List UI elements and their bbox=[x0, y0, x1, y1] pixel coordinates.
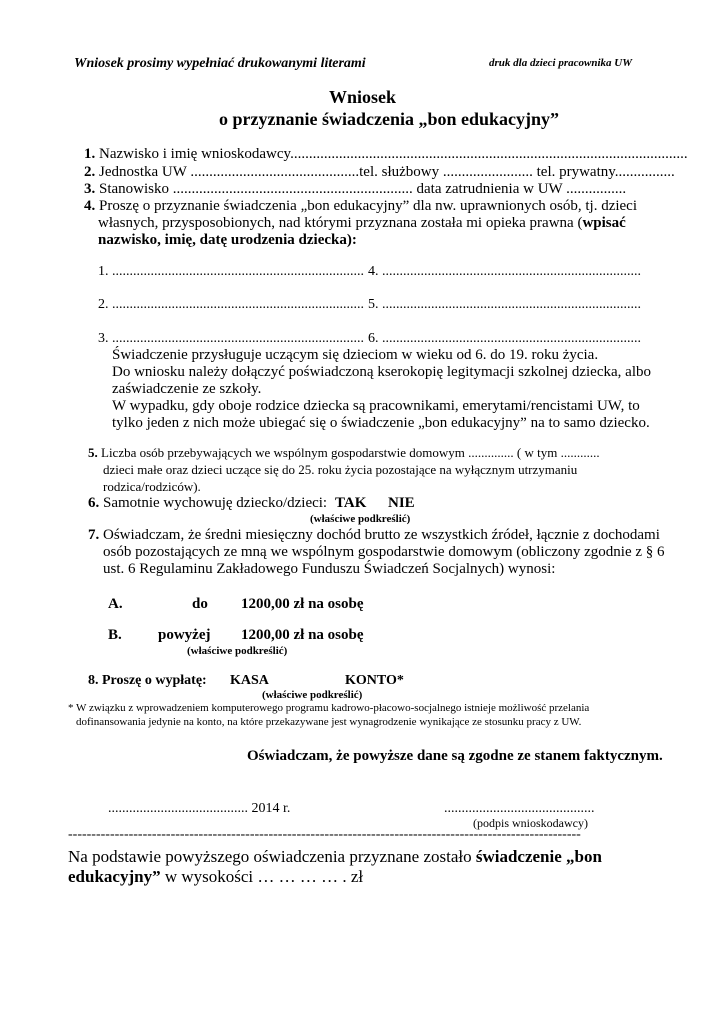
footnote-line-2: dofinansowania jedynie na konto, na które przekazywane jest wynagrodzenie wynikające ze stosunku pracy z UW. bbox=[76, 716, 582, 728]
page-title: Wniosek bbox=[328, 87, 397, 107]
child-6-field[interactable]: 6. .......................................................................... bbox=[368, 331, 641, 346]
item-number: 5. bbox=[88, 445, 98, 460]
item-5-line-3: rodzica/rodziców). bbox=[103, 479, 201, 494]
income-option-b-amount[interactable]: 1200,00 zł na osobę bbox=[241, 627, 364, 643]
declaration: Oświadczam, że powyższe dane są zgodne ze stanem faktycznym. bbox=[247, 748, 663, 764]
item-3 bbox=[84, 180, 626, 198]
child-5-field[interactable]: 5. .......................................................................... bbox=[368, 297, 641, 312]
income-option-b[interactable]: powyżej bbox=[158, 627, 211, 643]
form-type-label: druk dla dzieci pracownika UW bbox=[489, 57, 633, 69]
date-field[interactable]: ........................................ 2014 r. bbox=[108, 801, 291, 816]
signature-field[interactable]: ........................................... bbox=[444, 801, 595, 816]
applicant-name-field[interactable]: Nazwisko i imię wnioskodawcy.......................................................................................................... bbox=[99, 146, 688, 162]
income-option-a[interactable]: do bbox=[192, 596, 208, 612]
income-option-a-letter: A. bbox=[108, 596, 123, 612]
underline-hint: (właściwe podkreślić) bbox=[187, 645, 288, 657]
item-5-line-1 bbox=[88, 445, 600, 461]
note-age: Świadczenie przysługuje uczącym się dzieciom w wieku od 6. do 19. roku życia. bbox=[112, 347, 599, 363]
note-parents: W wypadku, gdy oboje rodzice dziecka są pracownikami, emerytami/rencistami UW, to bbox=[112, 398, 640, 414]
single-parent-no-option[interactable]: NIE bbox=[388, 495, 415, 511]
item-number: 2. bbox=[84, 164, 96, 180]
decision-line-1: Na podstawie powyższego oświadczenia przyznane zostało świadczenie „bon bbox=[68, 847, 602, 866]
item-7-line-2: osób pozostających ze mną we wspólnym gospodarstwie domowym (obliczony zgodnie z § 6 bbox=[103, 544, 665, 560]
income-option-a-amount[interactable]: 1200,00 zł na osobę bbox=[241, 596, 364, 612]
footnote-line-1: * W związku z wprowadzeniem komputerowego programu kadrowo-płacowo-socjalnego istnieje możliwość przelania bbox=[68, 702, 590, 714]
unit-phone-field[interactable]: Jednostka UW .............................................tel. służbowy ........................ tel. prywatny................ bbox=[99, 164, 675, 180]
child-1-field[interactable]: 1. ........................................................................ bbox=[98, 264, 364, 279]
item-number: 1. bbox=[84, 146, 96, 162]
item-5-line-2: dzieci małe oraz dzieci uczące się do 25. roku życia pozostające na wyłącznym utrzymaniu bbox=[103, 462, 578, 477]
note-attachment-cont: zaświadczenie ze szkoły. bbox=[112, 381, 262, 397]
decision-line-2: edukacyjny” w wysokości … … … … . zł bbox=[68, 867, 364, 886]
note-attachment: Do wniosku należy dołączyć poświadczoną kserokopię legitymacji szkolnej dziecka, albo bbox=[112, 364, 651, 380]
separator-line: -------------------------------------------------------------------------------------------------------------- bbox=[68, 827, 581, 842]
signature-label: (podpis wnioskodawcy) bbox=[473, 816, 588, 830]
item-number: 6. bbox=[88, 495, 100, 511]
item-4-line-3: nazwisko, imię, datę urodzenia dziecka): bbox=[98, 232, 357, 248]
position-field[interactable]: Stanowisko ................................................................ data zatrudnienia w UW ................ bbox=[99, 181, 627, 197]
item-8-label: 8. Proszę o wypłatę: bbox=[88, 673, 207, 688]
payment-account-option[interactable]: KONTO* bbox=[345, 673, 404, 688]
item-7-line-3: ust. 6 Regulaminu Zakładowego Funduszu Świadczeń Socjalnych) wynosi: bbox=[103, 561, 556, 577]
item-2 bbox=[84, 163, 675, 181]
item-number: 7. bbox=[88, 527, 100, 543]
page-subtitle: o przyznanie świadczenia „bon edukacyjny” bbox=[218, 109, 560, 129]
item-6: 6. Samotnie wychowuję dziecko/dzieci: bbox=[88, 495, 328, 511]
item-4-line-1: 4. Proszę o przyznanie świadczenia „bon edukacyjny” dla nw. uprawnionych osób, tj. dzieci bbox=[84, 198, 638, 214]
item-4-line-2: własnych, przysposobionych, nad którymi przyznana została mi opieka prawna (wpisać bbox=[98, 215, 626, 231]
note-parents-cont: tylko jeden z nich może ubiegać się o świadczenie „bon edukacyjny” na to samo dziecko. bbox=[112, 415, 650, 431]
item-7-line-1: 7. Oświadczam, że średni miesięczny dochód brutto ze wszystkich źródeł, łącznie z dochodami bbox=[88, 527, 660, 543]
item-number: 4. bbox=[84, 198, 96, 214]
item-1 bbox=[84, 145, 688, 163]
form-instruction: Wniosek prosimy wypełniać drukowanymi literami bbox=[74, 56, 366, 71]
household-count-field[interactable]: Liczba osób przebywających we wspólnym gospodarstwie domowym .............. ( w tym ............ bbox=[101, 445, 600, 460]
child-3-field[interactable]: 3. ........................................................................ bbox=[98, 331, 364, 346]
item-number: 3. bbox=[84, 181, 96, 197]
income-option-b-letter: B. bbox=[108, 627, 122, 643]
payment-cash-option[interactable]: KASA bbox=[230, 673, 269, 688]
underline-hint: (właściwe podkreślić) bbox=[310, 513, 411, 525]
child-2-field[interactable]: 2. ........................................................................ bbox=[98, 297, 364, 312]
child-4-field[interactable]: 4. .......................................................................... bbox=[368, 264, 641, 279]
amount-field[interactable]: w wysokości … … … … . zł bbox=[160, 867, 364, 886]
underline-hint: (właściwe podkreślić) bbox=[262, 689, 363, 701]
single-parent-yes-option[interactable]: TAK bbox=[335, 495, 367, 511]
